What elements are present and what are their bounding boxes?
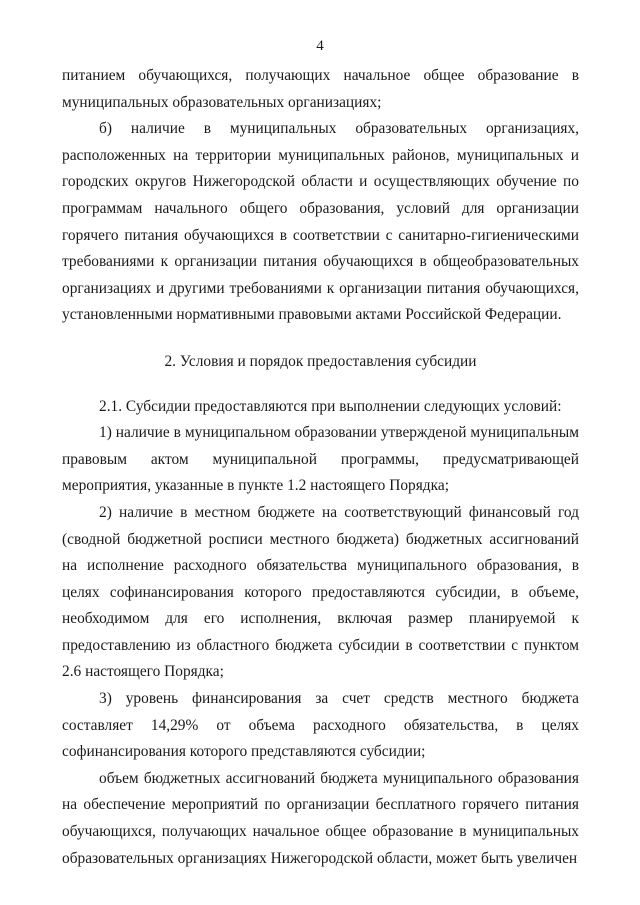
- paragraph: 1) наличие в муниципальном образовании утвержденой муниципальным правовым актом муниципальной программы, предусматривающей мероприятия, указанные в пункте 1.2 настоящего Порядка;: [62, 424, 579, 495]
- paragraph: б) наличие в муниципальных образовательных организациях, расположенных на территории муниципальных районов, муниципальных и городских округов Нижегородской области и осуществляющих обучение по программам начального общего образования, условий для организации горячего питания обучающихся в соответствии с санитарно-гигиеническими требованиями к организации питания обучающихся в общеобразовательных организациях и другими требованиями к организации питания обучающихся, установленными нормативными правовыми актами Российской Федерации.: [62, 120, 579, 324]
- page-number: 4: [316, 38, 324, 54]
- paragraph: объем бюджетных ассигнований бюджета муниципального образования на обеспечение мероприятий по организации бесплатного горячего питания обучающихся, получающих начальное общее образование в муниципальных образовательных организациях Нижегородской области, может быть увеличен: [62, 769, 579, 867]
- paragraph: 2.1. Субсидии предоставляются при выполнении следующих условий:: [99, 397, 562, 415]
- paragraph: 3) уровень финансирования за счет средств местного бюджета составляет 14,29% от объема расходного обязательства, в целях софинансирования которого представляются субсидии;: [62, 690, 579, 761]
- document-body: [62, 63, 579, 872]
- paragraph: питанием обучающихся, получающих начальное общее образование в муниципальных образовательных организациях;: [62, 67, 579, 111]
- paragraph: 2) наличие в местном бюджете на соответствующий финансовый год (сводной бюджетной росписи местного бюджета) бюджетных ассигнований на исполнение расходного обязательства муниципального образования, в целях софинансирования которого предоставляются субсидии, в объеме, необходимом для его исполнения, включая размер планируемой к предоставлению из областного бюджета субсидии в соответствии с пунктом 2.6 настоящего Порядка;: [62, 503, 579, 681]
- section-heading: 2. Условия и порядок предоставления субсидии: [164, 352, 477, 370]
